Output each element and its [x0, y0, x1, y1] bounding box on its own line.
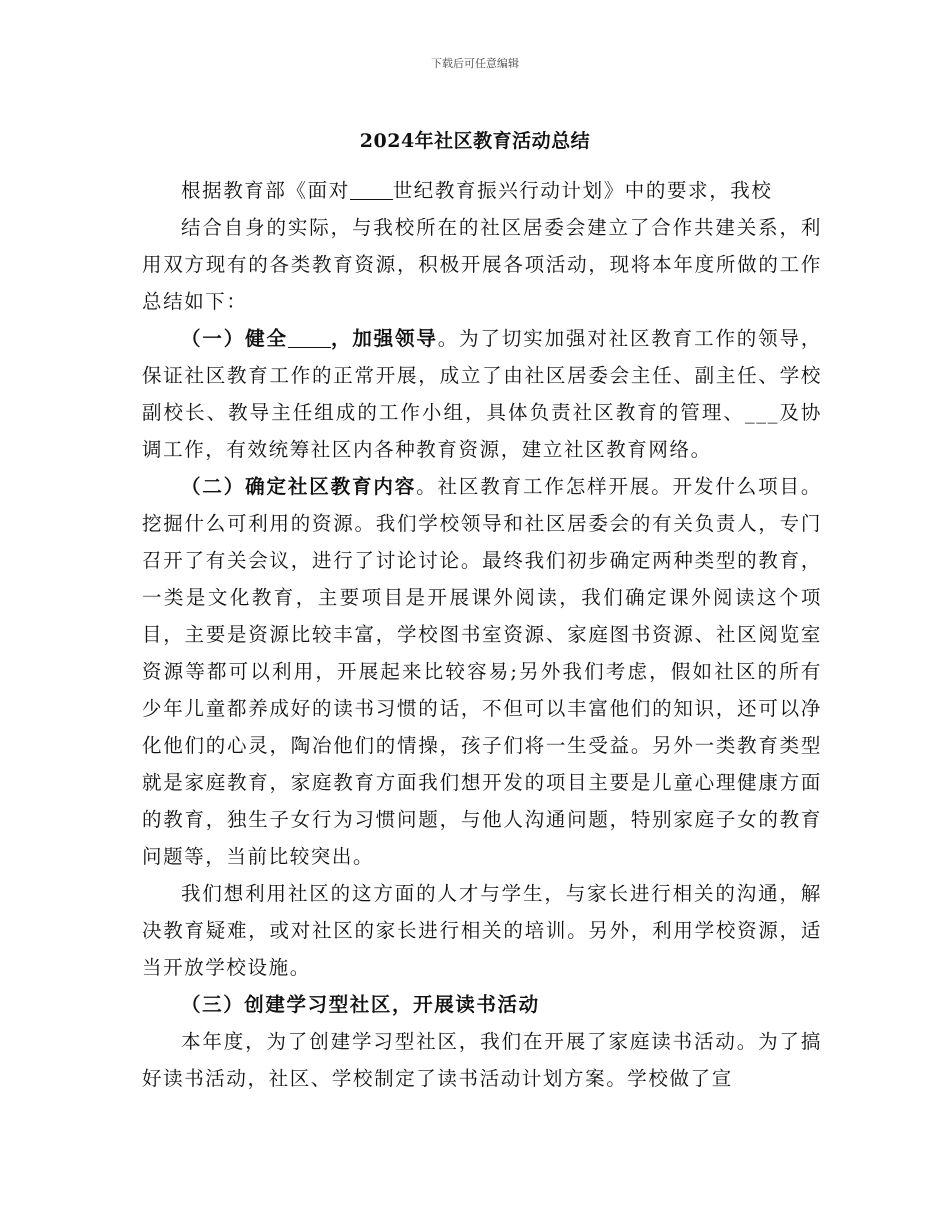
section-3-heading: （三）创建学习型社区，开展读书活动: [181, 993, 540, 1016]
intro-text-part1: 根据教育部《面对: [181, 179, 350, 202]
section-2-paragraph-2: 我们想利用社区的这方面的人才与学生，与家长进行相关的沟通，解决教育疑难，或对社区的家长进行相关的培训。另外，利用学校资源，适当开放学校设施。: [142, 882, 822, 979]
section-1-heading-blank: [288, 327, 331, 348]
section-1-heading-part2: ，加强领导: [330, 327, 438, 350]
intro-paragraph-cont: 结合自身的实际，与我校所在的社区居委会建立了合作共建关系，利用双方现有的各类教育资源，积极开展各项活动，现将本年度所做的工作总结如下：: [142, 216, 822, 313]
section-1-heading-part1: （一）健全: [181, 327, 288, 350]
document-title: 2024年社区教育活动总结: [359, 130, 591, 152]
section-2-body: 。社区教育工作怎样开展。开发什么项目。挖掘什么可利用的资源。我们学校领导和社区居委会的有关负责人，专门召开了有关会议，进行了讨论讨论。最终我们初步确定两种类型的教育，一类是文化教育，主要项目是开展课外阅读，我们确定课外阅读这个项目，主要是资源比较丰富，学校图书室资源、家庭图书资源、社区阅览室资源等都可以利用，开展起来比较容易;另外我们考虑，假如社区的所有少年儿童都养成好的读书习惯的话，不但可以丰富他们的知识，还可以净化他们的心灵，陶冶他们的情操，孩子们将一生受益。另外一类教育类型就是家庭教育，家庭教育方面我们想开发的项目主要是儿童心理健康方面的教育，独生子女行为习惯问题，与他人沟通问题，特别家庭子女的教育问题等，当前比较突出。: [142, 475, 822, 868]
section-1-paragraph: [142, 320, 822, 468]
intro-paragraph: [142, 172, 822, 209]
section-2-heading: （二）确定社区教育内容: [181, 475, 417, 498]
intro-text-part2: 世纪教育振兴行动计划》中的要求，我校: [392, 179, 773, 202]
document-body: [142, 172, 822, 1097]
intro-blank: [350, 179, 393, 200]
section-3-body: 本年度，为了创建学习型社区，我们在开展了家庭读书活动。为了搞好读书活动，社区、学校制定了读书活动计划方案。学校做了宣: [142, 1030, 822, 1090]
page-header-note: 下载后可任意编辑: [431, 57, 519, 70]
section-2-paragraph: [142, 468, 822, 875]
section-1-body: 。为了切实加强对社区教育工作的领导，保证社区教育工作的正常开展，成立了由社区居委会主任、副主任、学校副校长、教导主任组成的工作小组，具体负责社区教育的管理、___及协调工作，有效统筹社区内各种教育资源，建立社区教育网络。: [142, 327, 822, 461]
